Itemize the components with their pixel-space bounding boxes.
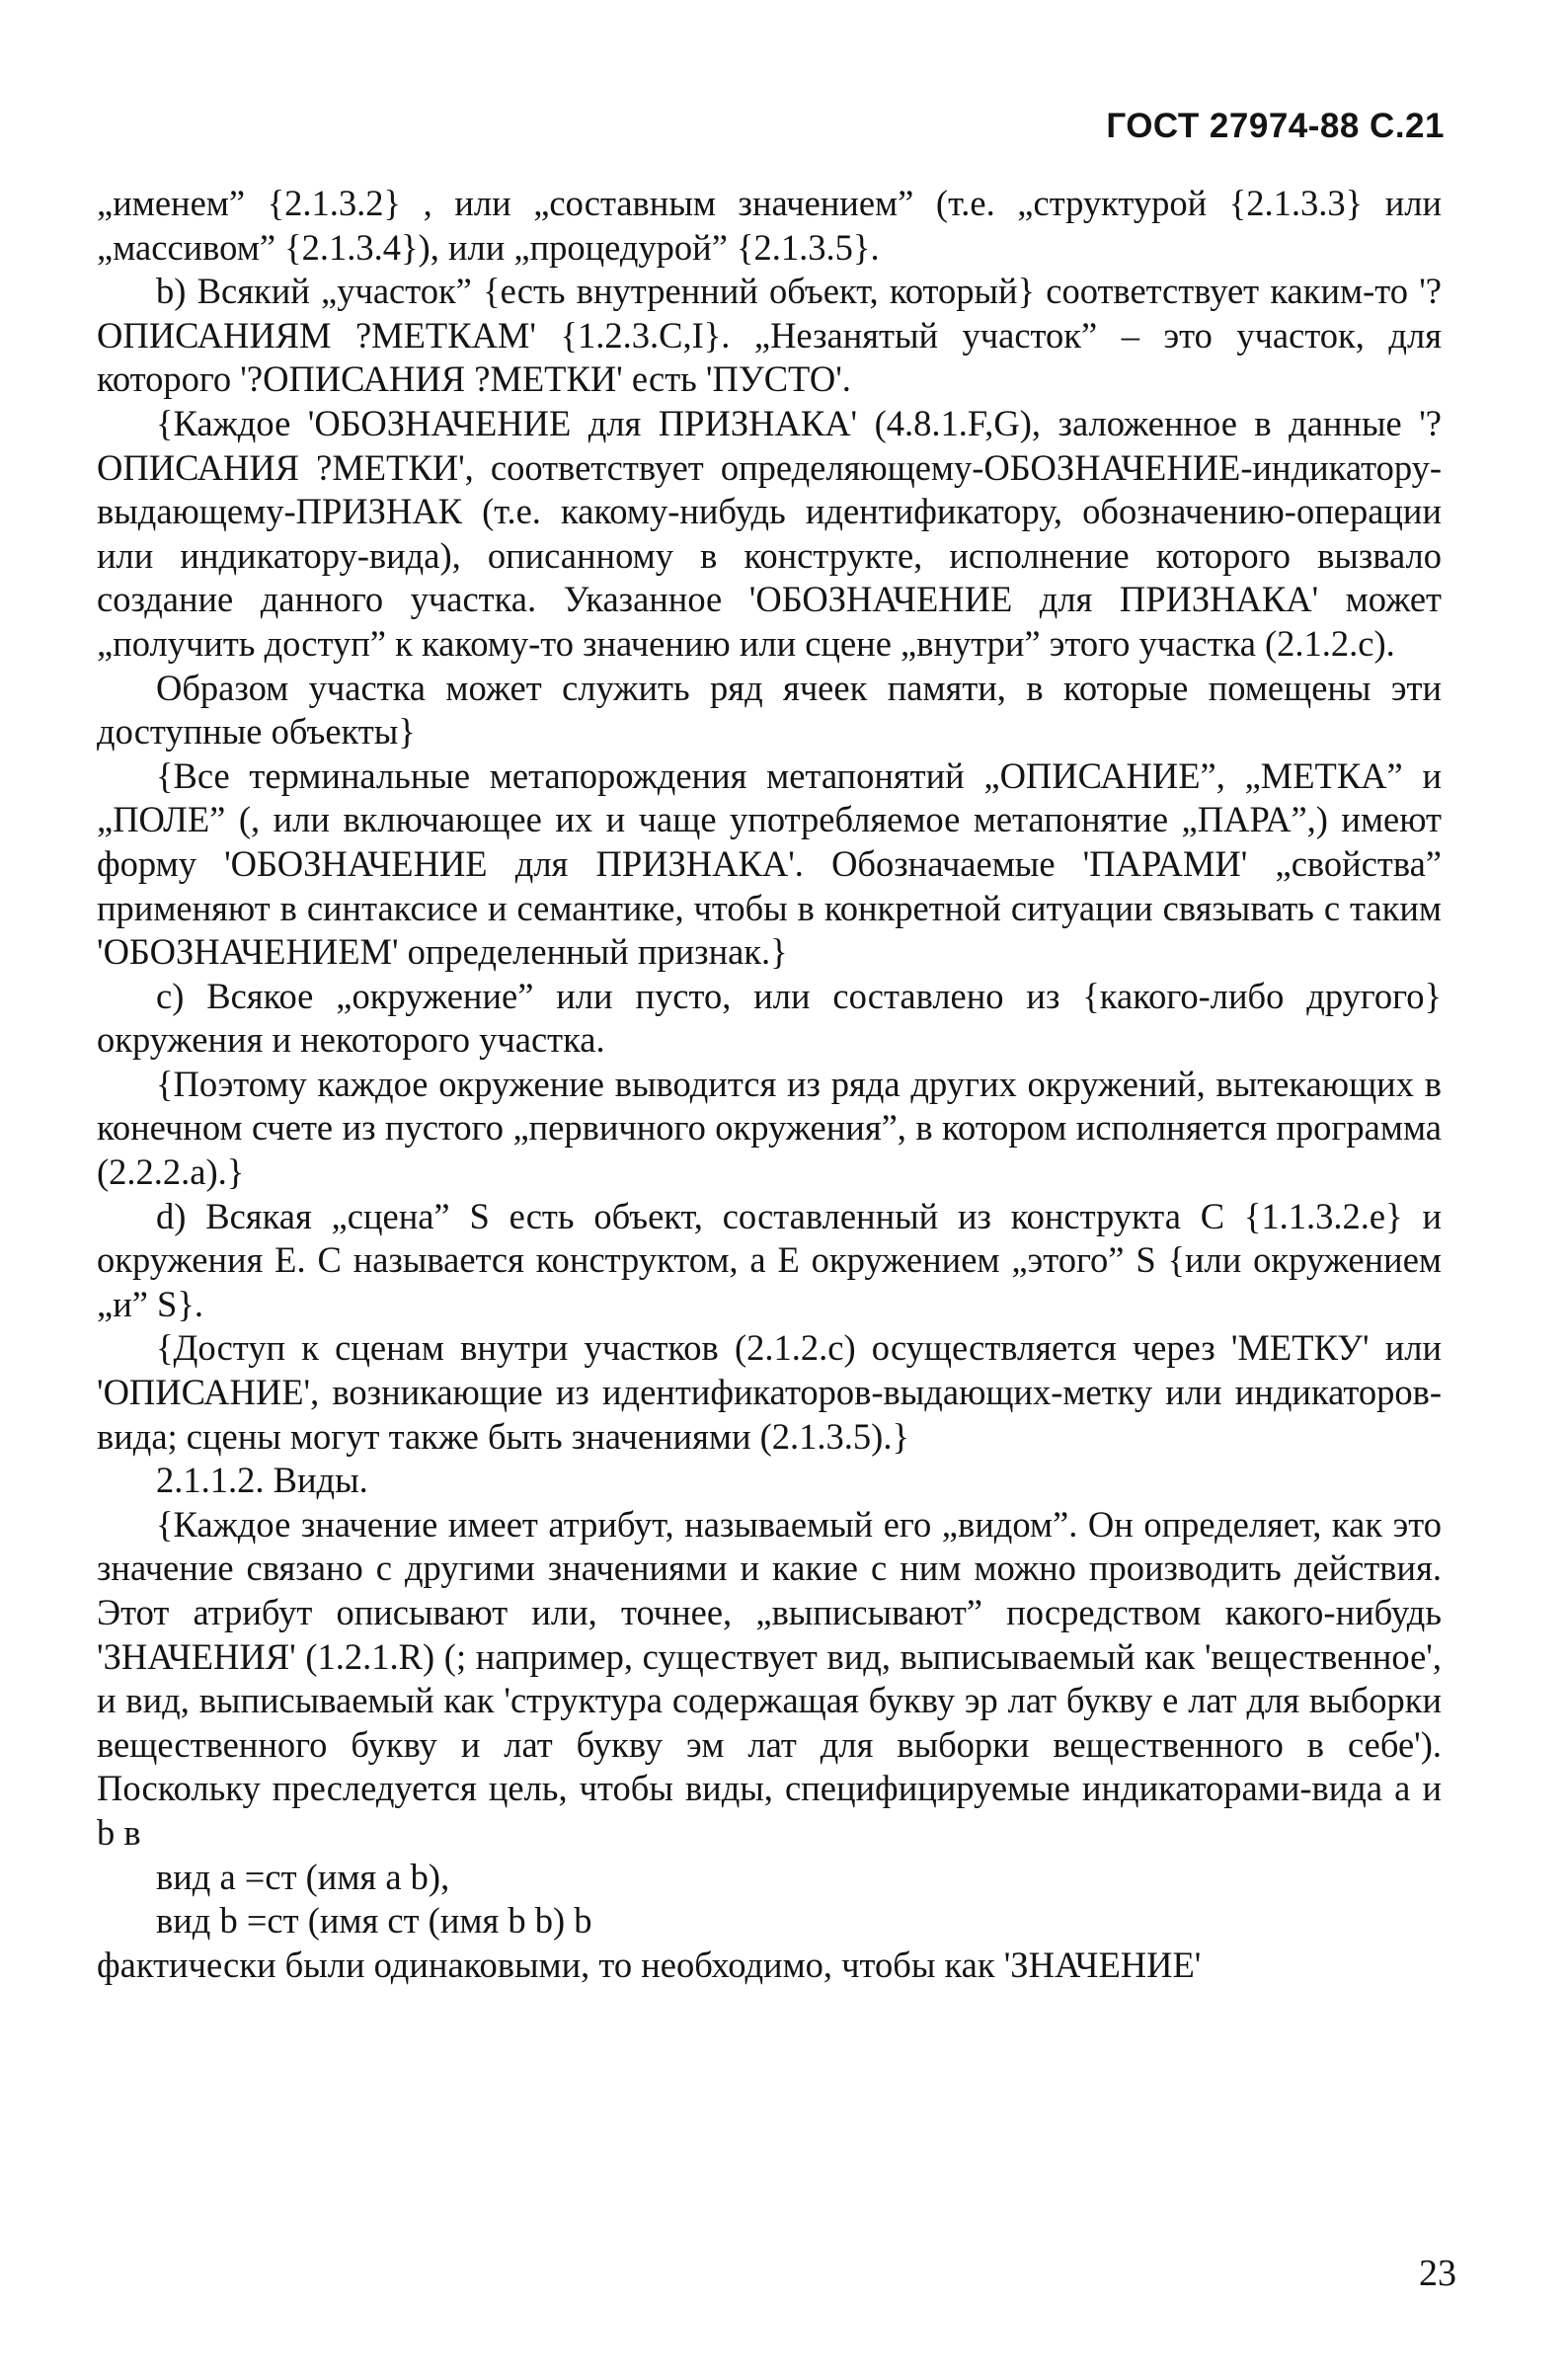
paragraph: b) Всякий „участок” {есть внутренний объект, который} соответствует каким-то '?ОПИСАНИЯМ ?МЕТКАМ' {1.2.3.C,I}. „Незанятый участок” – это участок, для которого '?ОПИСАНИЯ ?МЕТКИ' есть 'ПУСТО'. [97, 271, 1442, 400]
paragraph: c) Всякое „окружение” или пусто, или составлено из {какого-либо другого} окружения и некоторого участка. [97, 975, 1442, 1061]
code-line: вид a =ст (имя a b), [156, 1856, 450, 1897]
page-number: 23 [1419, 2253, 1456, 2294]
paragraph: {Все терминальные метапорождения метапонятий „ОПИСАНИЕ”, „МЕТКА” и „ПОЛЕ” (, или включающее их и чаще употребляемое метапонятие „ПАРА”,) имеют форму 'ОБОЗНАЧЕНИЕ для ПРИЗНАКА'. Обозначаемые 'ПАРАМИ' „свойства” применяют в синтаксисе и семантике, чтобы в конкретной ситуации связывать с таким 'ОБОЗНАЧЕНИЕМ' определенный признак.} [97, 754, 1442, 973]
paragraph: {Каждое 'ОБОЗНАЧЕНИЕ для ПРИЗНАКА' (4.8.1.F,G), заложенное в данные '?ОПИСАНИЯ ?МЕТКИ', соответствует определяющему-ОБОЗНАЧЕНИЕ-индикатору-выдающему-ПРИЗНАК (т.е. какому-нибудь идентификатору, обозначению-операции или индикатору-вида), описанному в конструкте, исполнение которого вызвало создание данного участка. Указанное 'ОБОЗНАЧЕНИЕ для ПРИЗНАКА' может „получить доступ” к какому-то значению или сцене „внутри” этого участка (2.1.2.c). [97, 402, 1442, 664]
paragraph: фактически были одинаковыми, то необходимо, чтобы как 'ЗНАЧЕНИЕ' [97, 1944, 1202, 1985]
paragraph: {Поэтому каждое окружение выводится из ряда других окружений, вытекающих в конечном счете из пустого „первичного окружения”, в котором исполняется программа (2.2.2.a).} [97, 1063, 1442, 1193]
paragraph: {Доступ к сценам внутри участков (2.1.2.c) осуществляется через 'МЕТКУ' или 'ОПИСАНИЕ', возникающие из идентификаторов-выдающих-метку или индикаторов-вида; сцены могут также быть значениями (2.1.3.5).} [97, 1327, 1442, 1457]
code-line: вид b =ст (имя ст (имя b b) b [156, 1900, 592, 1942]
section-heading: 2.1.1.2. Виды. [156, 1460, 368, 1501]
paragraph: „именем” {2.1.3.2} , или „составным значением” (т.е. „структурой {2.1.3.3} или „массивом” {2.1.3.4}), или „процедурой” {2.1.3.5}. [97, 183, 1442, 268]
paragraph: Образом участка может служить ряд ячеек памяти, в которые помещены эти доступные объекты} [97, 667, 1442, 753]
body-text [97, 182, 1442, 1987]
paragraph: d) Всякая „сцена” S есть объект, составленный из конструкта C {1.1.3.2.e} и окружения E. C называется конструктом, а E окружением „этого” S {или окружением „и” S}. [97, 1195, 1442, 1324]
page-header: ГОСТ 27974-88 С.21 [1106, 107, 1445, 145]
paragraph: {Каждое значение имеет атрибут, называемый его „видом”. Он определяет, как это значение связано с другими значениями и какие с ним можно производить действия. Этот атрибут описывают или, точнее, „выписывают” посредством какого-нибудь 'ЗНАЧЕНИЯ' (1.2.1.R) (; например, существует вид, выписываемый как 'вещественное', и вид, выписываемый как 'структура содержащая букву эр лат букву е лат для выборки вещественного букву и лат букву эм лат для выборки вещественного в себе'). Поскольку преследуется цель, чтобы виды, специфицируемые индикаторами-вида a и b в [97, 1503, 1442, 1853]
